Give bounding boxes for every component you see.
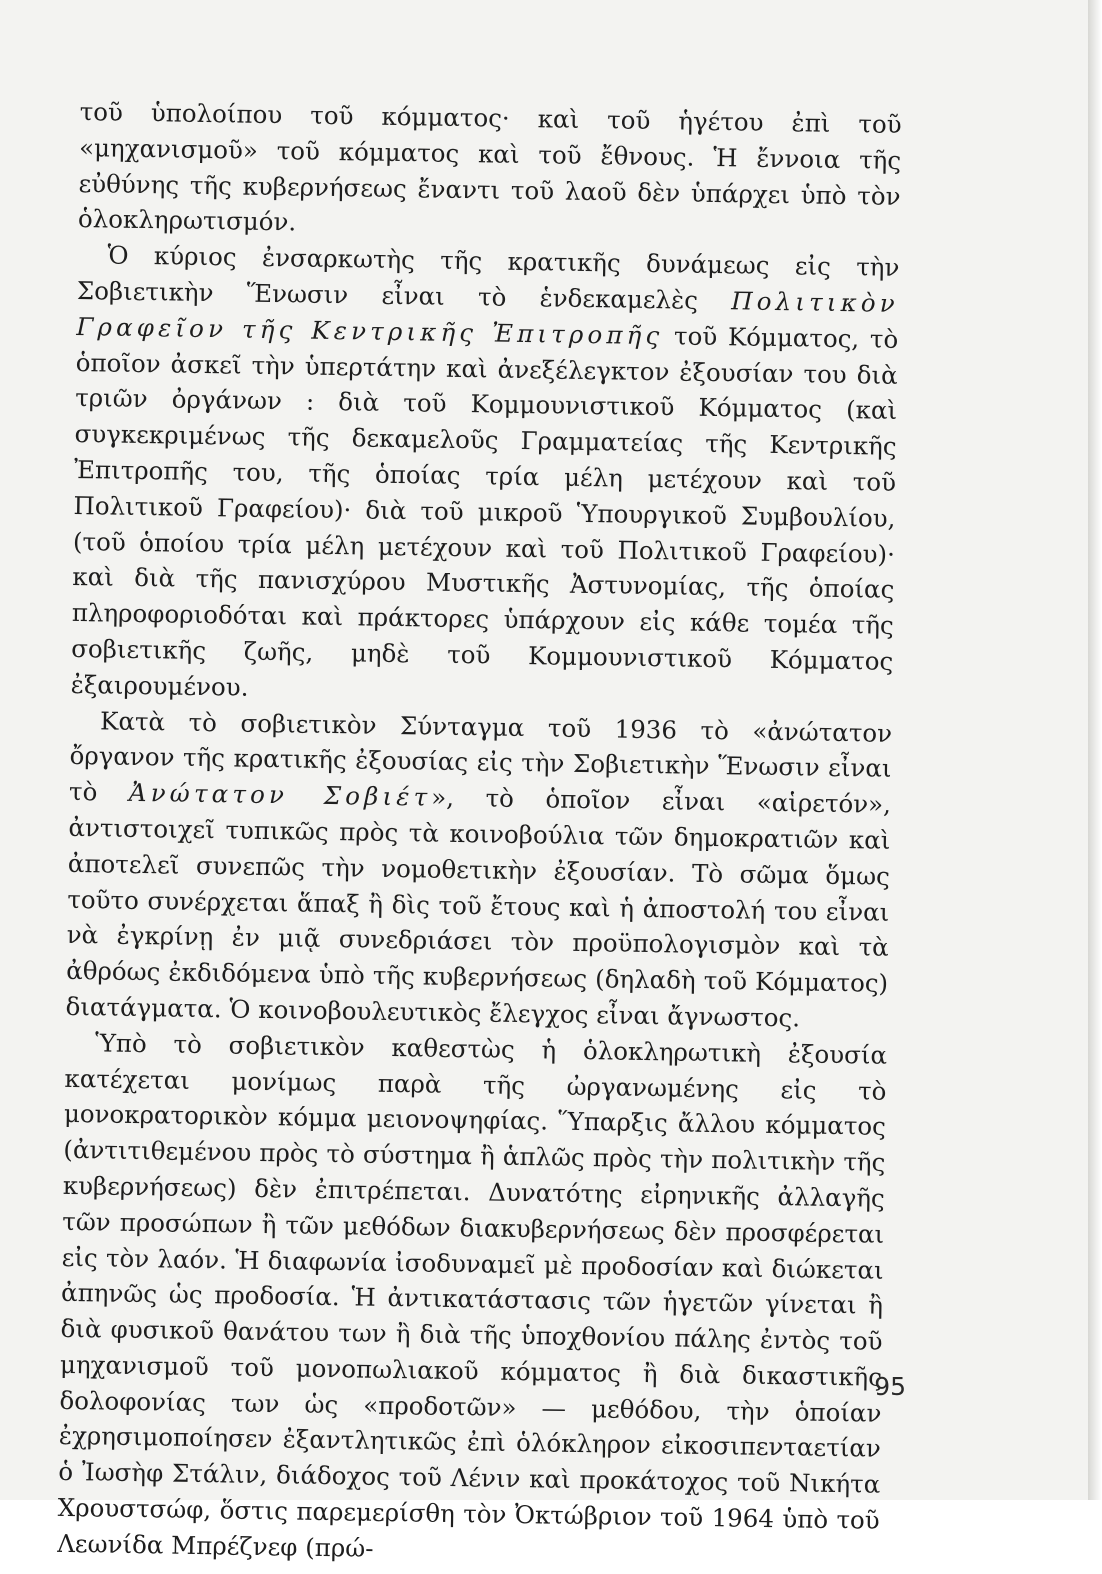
body-text — [57, 94, 902, 1574]
paragraph-2-spaced-term: Πολιτικὸν Γραφεῖον τῆς Κεντρικῆς Ἐπιτροπῆς — [76, 286, 900, 350]
paragraph-1 — [78, 94, 902, 250]
paragraph-4-text: Ὑπὸ τὸ σοβιετικὸν καθεστὼς ἡ ὁλοκληρωτικὴ ἐξουσία κατέχεται μονίμως παρὰ τῆς ὠργανωμένης εἰς τὸ μονοκρατορικὸν κόμμα μειονοψηφίας. Ὕπαρξις ἄλλου κόμματος (ἀντιτιθεμένου πρὸς τὸ σύστημα ἢ ἁπλῶς πρὸς τὴν πολιτικὴν τῆς κυβερνήσεως) δὲν ἐπιτρέπεται. Δυνατότης εἰρηνικῆς ἀλλαγῆς τῶν προσώπων ἢ τῶν μεθόδων διακυβερνήσεως δὲν προσφέρεται εἰς τὸν λαόν. Ἡ διαφωνία ἰσοδυναμεῖ μὲ προδοσίαν καὶ διώκεται ἀπηνῶς ὡς προδοσία. Ἡ ἀντικατάστασις τῶν ἡγετῶν γίνεται ἢ διὰ φυσικοῦ θανάτου των ἢ διὰ τῆς ὑποχθονίου πάλης ἐντὸς τοῦ μηχανισμοῦ τοῦ μονοπωλιακοῦ κόμματος ἢ διὰ δικαστικῆς δολοφονίας των ὡς «προδοτῶν» — μεθόδου, τὴν ὁποίαν ἐχρησιμοποίησεν ἐξαντλητικῶς ἐπὶ ὁλόκληρον εἰκοσιπενταετίαν ὁ Ἰωσὴφ Στάλιν, διάδοχος τοῦ Λένιν καὶ προκάτοχος τοῦ Νικήτα Χρουστσώφ, ὅστις παρεμερίσθη τὸν Ὀκτώβριον τοῦ 1964 ὑπὸ τοῦ Λεωνίδα Μπρέζνεφ (πρώ- — [57, 1028, 888, 1563]
paragraph-2 — [70, 237, 899, 715]
paragraph-3-text-end: », τὸ ὁποῖον εἶναι «αἱρετόν», ἀντιστοιχεῖ τυπικῶς πρὸς τὰ κοινοβούλια τῶν δημοκρατιῶν καὶ ἀποτελεῖ συνεπῶς τὴν νομοθετικὴν ἐξουσίαν. Τὸ σῶμα ὅμως τοῦτο συνέρχεται ἅπαξ ἢ δὶς τοῦ ἔτους καὶ ἡ ἀποστολή του εἶναι νὰ ἐγκρίνῃ ἐν μιᾷ συνεδριάσει τὸν προϋπολογισμὸν καὶ τὰ ἀθρόως ἐκδιδόμενα ὑπὸ τῆς κυβερνήσεως (δηλαδὴ τοῦ Κόμματος) διατάγματα. Ὁ κοινοβουλευτικὸς ἔλεγχος εἶναι ἄγνωστος. — [65, 782, 892, 1033]
paragraph-3 — [65, 702, 892, 1037]
paragraph-2-text-end: τοῦ Κόμματος, τὸ ὁποῖον ἀσκεῖ τὴν ὑπερτάτην καὶ ἀνεξέλεγκτον ἐξουσίαν του διὰ τριῶν ὀργάνων : διὰ τοῦ Κομμουνιστικοῦ Κόμματος (καὶ συγκεκριμένως τῆς δεκαμελοῦς Γραμματείας τῆς Κεντρικῆς Ἐπιτροπῆς του, τῆς ὁποίας τρία μέλη μετέχουν καὶ τοῦ Πολιτικοῦ Γραφείου)· διὰ τοῦ μικροῦ Ὑπουργικοῦ Συμβουλίου, (τοῦ ὁποίου τρία μέλη μετέχουν καὶ τοῦ Πολιτικοῦ Γραφείου)· καὶ διὰ τῆς πανισχύρου Μυστικῆς Ἀστυνομίας, τῆς ὁποίας πληροφοριοδόται καὶ πράκτορες ὑπάρχουν εἰς κάθε τομέα τῆς σοβιετικῆς ζωῆς, μηδὲ τοῦ Κομμουνιστικοῦ Κόμματος ἐξαιρουμένου. — [70, 320, 899, 702]
page-edge — [1088, 0, 1102, 1500]
paragraph-4 — [57, 1025, 887, 1574]
paragraph-3-spaced-term: Ἀνώτατον Σοβιέτ — [128, 777, 432, 812]
paragraph-3-text-start: Κατὰ τὸ σοβιετικὸν Σύνταγμα τοῦ 1936 τὸ «ἀνώτατον ὄργανον τῆς κρατικῆς ἐξουσίας εἰς τὴν Σοβιετικὴν Ἕνωσιν εἶναι τὸ — [68, 705, 893, 807]
page-number: 95 — [874, 1372, 906, 1401]
paragraph-2-text-start: Ὁ κύριος ἐνσαρκωτὴς τῆς κρατικῆς δυνάμεως εἰς τὴν Σοβιετικὴν Ἕνωσιν εἶναι τὸ ἑνδεκαμελὲς — [76, 240, 900, 316]
paragraph-1-text: τοῦ ὑπολοίπου τοῦ κόμματος· καὶ τοῦ ἡγέτου ἐπὶ τοῦ «μηχανισμοῦ» τοῦ κόμματος καὶ τοῦ ἔθνους. Ἡ ἔννοια τῆς εὐθύνης τῆς κυβερνήσεως ἔναντι τοῦ λαοῦ δὲν ὑπάρχει ὑπὸ τὸν ὁλοκληρωτισμόν. — [77, 96, 902, 237]
